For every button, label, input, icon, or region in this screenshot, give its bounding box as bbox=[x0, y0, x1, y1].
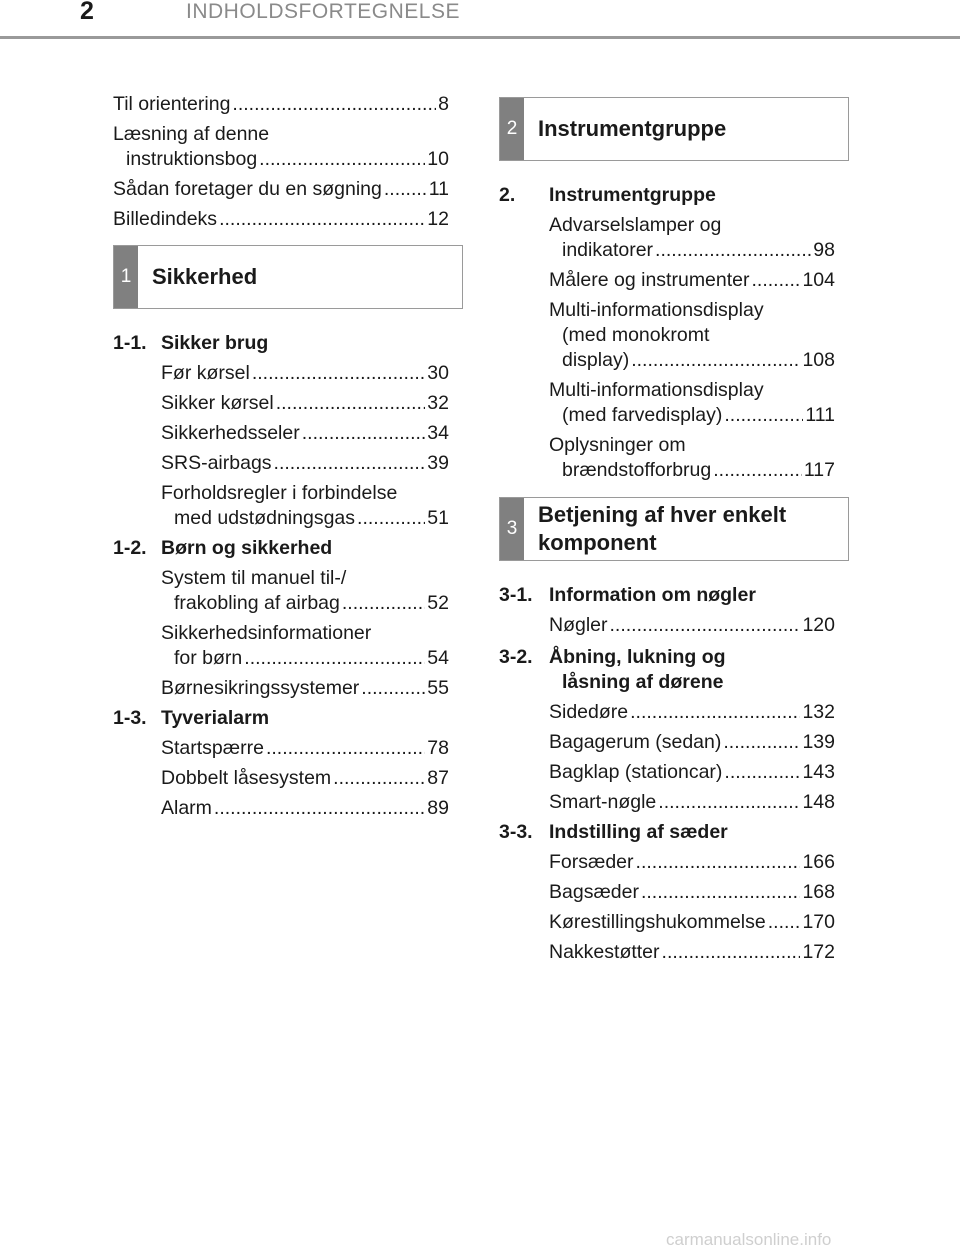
entry-title: for børn bbox=[174, 647, 243, 669]
toc-entry[interactable] bbox=[161, 451, 449, 476]
toc-entry[interactable] bbox=[549, 910, 835, 935]
watermark: carmanualsonline.info bbox=[666, 1230, 832, 1249]
page-ref: 143 bbox=[802, 761, 835, 783]
toc-entry[interactable] bbox=[549, 730, 835, 755]
entry-title: Bagagerum (sedan) bbox=[549, 731, 722, 753]
intro-list bbox=[113, 92, 449, 237]
toc-entry[interactable] bbox=[161, 621, 449, 671]
entry-title: Til orientering bbox=[113, 93, 231, 115]
dot-leader bbox=[610, 613, 801, 638]
subsection-heading[interactable]: 1-3. Tyverialarm bbox=[113, 707, 270, 729]
section-number: 2 bbox=[500, 98, 524, 160]
entry-title: (med monokromt bbox=[562, 324, 710, 346]
dot-leader bbox=[724, 403, 803, 428]
entry-title: Multi-informationsdisplay bbox=[549, 379, 764, 401]
dot-leader bbox=[662, 940, 801, 965]
header-divider bbox=[0, 36, 960, 39]
entry-title: Sådan foretager du en søgning bbox=[113, 178, 382, 200]
entry-title: Multi-informationsdisplay bbox=[549, 299, 764, 321]
page-ref: 89 bbox=[427, 797, 449, 819]
entry-title: frakobling af airbag bbox=[174, 592, 340, 614]
section-title: Sikkerhed bbox=[152, 264, 258, 289]
page-ref: 55 bbox=[427, 677, 449, 699]
dot-leader bbox=[214, 796, 425, 821]
entry-list bbox=[499, 700, 835, 815]
toc-entry[interactable] bbox=[549, 940, 835, 965]
entry-title: Kørestillingshukommelse bbox=[549, 911, 766, 933]
page-ref: 108 bbox=[802, 349, 835, 371]
toc-entry[interactable] bbox=[161, 736, 449, 761]
toc-entry[interactable] bbox=[113, 207, 449, 232]
page-ref: 32 bbox=[427, 392, 449, 414]
page-ref: 78 bbox=[427, 737, 449, 759]
page-ref: 111 bbox=[805, 404, 835, 426]
entry-list bbox=[113, 361, 449, 531]
entry-title: Forsæder bbox=[549, 851, 634, 873]
entry-title: System til manuel til-/ bbox=[161, 567, 347, 589]
toc-entry[interactable] bbox=[161, 566, 449, 616]
entry-title: Smart-nøgle bbox=[549, 791, 657, 813]
section-header-2[interactable] bbox=[499, 97, 849, 161]
page-ref: 117 bbox=[803, 459, 835, 481]
section-3-contents bbox=[499, 583, 835, 970]
entry-title: Sikker kørsel bbox=[161, 392, 274, 414]
dot-leader bbox=[266, 736, 425, 761]
entry-title: SRS-airbags bbox=[161, 452, 272, 474]
subsection-heading[interactable]: 1-1. Sikker brug bbox=[113, 332, 269, 354]
page-ref: 54 bbox=[427, 647, 449, 669]
entry-title: Startspærre bbox=[161, 737, 264, 759]
toc-entry[interactable] bbox=[549, 298, 835, 373]
section-title: Instrumentgruppe bbox=[538, 116, 727, 141]
entry-title: Bagklap (stationcar) bbox=[549, 761, 723, 783]
toc-entry[interactable] bbox=[549, 880, 835, 905]
page-ref: 98 bbox=[813, 239, 835, 261]
section-header-3[interactable] bbox=[499, 497, 849, 561]
toc-entry[interactable] bbox=[113, 122, 449, 172]
dot-leader bbox=[752, 268, 801, 293]
toc-entry[interactable] bbox=[161, 766, 449, 791]
dot-leader bbox=[342, 591, 425, 616]
header-title: INDHOLDSFORTEGNELSE bbox=[186, 0, 460, 23]
dot-leader bbox=[244, 646, 425, 671]
page-ref: 166 bbox=[802, 851, 835, 873]
dot-leader bbox=[219, 207, 425, 232]
page-ref: 172 bbox=[802, 941, 835, 963]
page-ref: 51 bbox=[427, 507, 449, 529]
page-ref: 148 bbox=[802, 791, 835, 813]
entry-title: brændstofforbrug bbox=[562, 459, 712, 481]
dot-leader bbox=[655, 238, 811, 263]
toc-entry[interactable] bbox=[549, 760, 835, 785]
toc-entry[interactable] bbox=[161, 796, 449, 821]
entry-list bbox=[499, 213, 835, 483]
page-ref: 52 bbox=[427, 592, 449, 614]
dot-leader bbox=[724, 760, 800, 785]
entry-list bbox=[113, 566, 449, 701]
toc-entry[interactable] bbox=[549, 213, 835, 263]
subsection-heading-cont: låsning af dørene bbox=[562, 671, 724, 693]
dot-leader bbox=[259, 147, 425, 172]
entry-title: Advarselslamper og bbox=[549, 214, 722, 236]
page-number: 2 bbox=[80, 0, 94, 25]
entry-title: Dobbelt låsesystem bbox=[161, 767, 332, 789]
toc-entry[interactable] bbox=[549, 700, 835, 725]
dot-leader bbox=[357, 506, 425, 531]
entry-list bbox=[113, 736, 449, 821]
section-1-contents bbox=[113, 331, 449, 826]
section-title: Betjening af hver enkelt komponent bbox=[538, 502, 787, 555]
dot-leader bbox=[302, 421, 426, 446]
entry-title: Nakkestøtter bbox=[549, 941, 660, 963]
entry-list bbox=[499, 613, 835, 638]
dot-leader bbox=[713, 458, 802, 483]
page-ref: 11 bbox=[428, 178, 449, 200]
page-ref: 120 bbox=[802, 614, 835, 636]
entry-title: Målere og instrumenter bbox=[549, 269, 750, 291]
toc-entry[interactable] bbox=[161, 481, 449, 531]
dot-leader bbox=[658, 790, 800, 815]
entry-title: display) bbox=[562, 349, 630, 371]
entry-title: Sidedøre bbox=[549, 701, 629, 723]
subsection-heading[interactable]: 3-2. Åbning, lukning og bbox=[499, 646, 726, 668]
dot-leader bbox=[252, 361, 425, 386]
entry-title: Bagsæder bbox=[549, 881, 639, 903]
toc-entry[interactable] bbox=[161, 391, 449, 416]
page-ref: 168 bbox=[802, 881, 835, 903]
section-number: 3 bbox=[500, 498, 524, 560]
page-ref: 8 bbox=[438, 93, 449, 115]
entry-list bbox=[499, 850, 835, 965]
entry-title: Sikkerhedsinformationer bbox=[161, 622, 372, 644]
toc-entry[interactable] bbox=[549, 850, 835, 875]
entry-title: indikatorer bbox=[562, 239, 654, 261]
dot-leader bbox=[630, 700, 800, 725]
page-ref: 139 bbox=[802, 731, 835, 753]
toc-entry[interactable] bbox=[549, 378, 835, 428]
page-ref: 39 bbox=[427, 452, 449, 474]
subsection-heading[interactable]: 1-2. Børn og sikkerhed bbox=[113, 537, 333, 559]
dot-leader bbox=[361, 676, 425, 701]
entry-title: Billedindeks bbox=[113, 208, 218, 230]
entry-title: instruktionsbog bbox=[126, 148, 258, 170]
section-header-1[interactable] bbox=[113, 245, 463, 309]
entry-title: Forholdsregler i forbindelse bbox=[161, 482, 398, 504]
entry-title: Sikkerhedsseler bbox=[161, 422, 300, 444]
section-number: 1 bbox=[114, 246, 138, 308]
page-ref: 30 bbox=[427, 362, 449, 384]
dot-leader bbox=[274, 451, 426, 476]
page-ref: 87 bbox=[427, 767, 449, 789]
page-header bbox=[0, 0, 960, 40]
entry-title: Før kørsel bbox=[161, 362, 250, 384]
entry-title: Alarm bbox=[161, 797, 212, 819]
toc-entry[interactable] bbox=[549, 268, 835, 293]
page-ref: 10 bbox=[427, 148, 449, 170]
toc-entry[interactable] bbox=[549, 433, 835, 483]
dot-leader bbox=[641, 880, 800, 905]
dot-leader bbox=[636, 850, 801, 875]
subsection-heading[interactable]: 3-1. Information om nøgler bbox=[499, 584, 756, 606]
page-ref: 132 bbox=[802, 701, 835, 723]
toc-entry[interactable] bbox=[549, 790, 835, 815]
dot-leader bbox=[333, 766, 425, 791]
toc-entry[interactable] bbox=[549, 613, 835, 638]
page-ref: 12 bbox=[427, 208, 449, 230]
toc-entry[interactable] bbox=[161, 676, 449, 701]
dot-leader bbox=[631, 348, 800, 373]
entry-title: med udstødningsgas bbox=[174, 507, 356, 529]
dot-leader bbox=[232, 92, 436, 117]
toc-entry[interactable] bbox=[161, 421, 449, 446]
toc-entry[interactable] bbox=[161, 361, 449, 386]
entry-title: Børnesikringssystemer bbox=[161, 677, 360, 699]
dot-leader bbox=[723, 730, 800, 755]
dot-leader bbox=[384, 177, 427, 202]
entry-title: Nøgler bbox=[549, 614, 608, 636]
section-2-contents bbox=[499, 183, 835, 488]
entry-title: Læsning af denne bbox=[113, 123, 270, 145]
entry-title: Oplysninger om bbox=[549, 434, 686, 456]
page-ref: 104 bbox=[802, 269, 835, 291]
subsection-heading[interactable]: 3-3. Indstilling af sæder bbox=[499, 821, 728, 843]
page-ref: 170 bbox=[802, 911, 835, 933]
dot-leader bbox=[276, 391, 426, 416]
toc-entry[interactable] bbox=[113, 92, 449, 117]
page-ref: 34 bbox=[427, 422, 449, 444]
subsection-heading[interactable]: 2. Instrumentgruppe bbox=[499, 184, 716, 206]
entry-title: (med farvedisplay) bbox=[562, 404, 723, 426]
dot-leader bbox=[768, 910, 801, 935]
toc-entry[interactable] bbox=[113, 177, 449, 202]
